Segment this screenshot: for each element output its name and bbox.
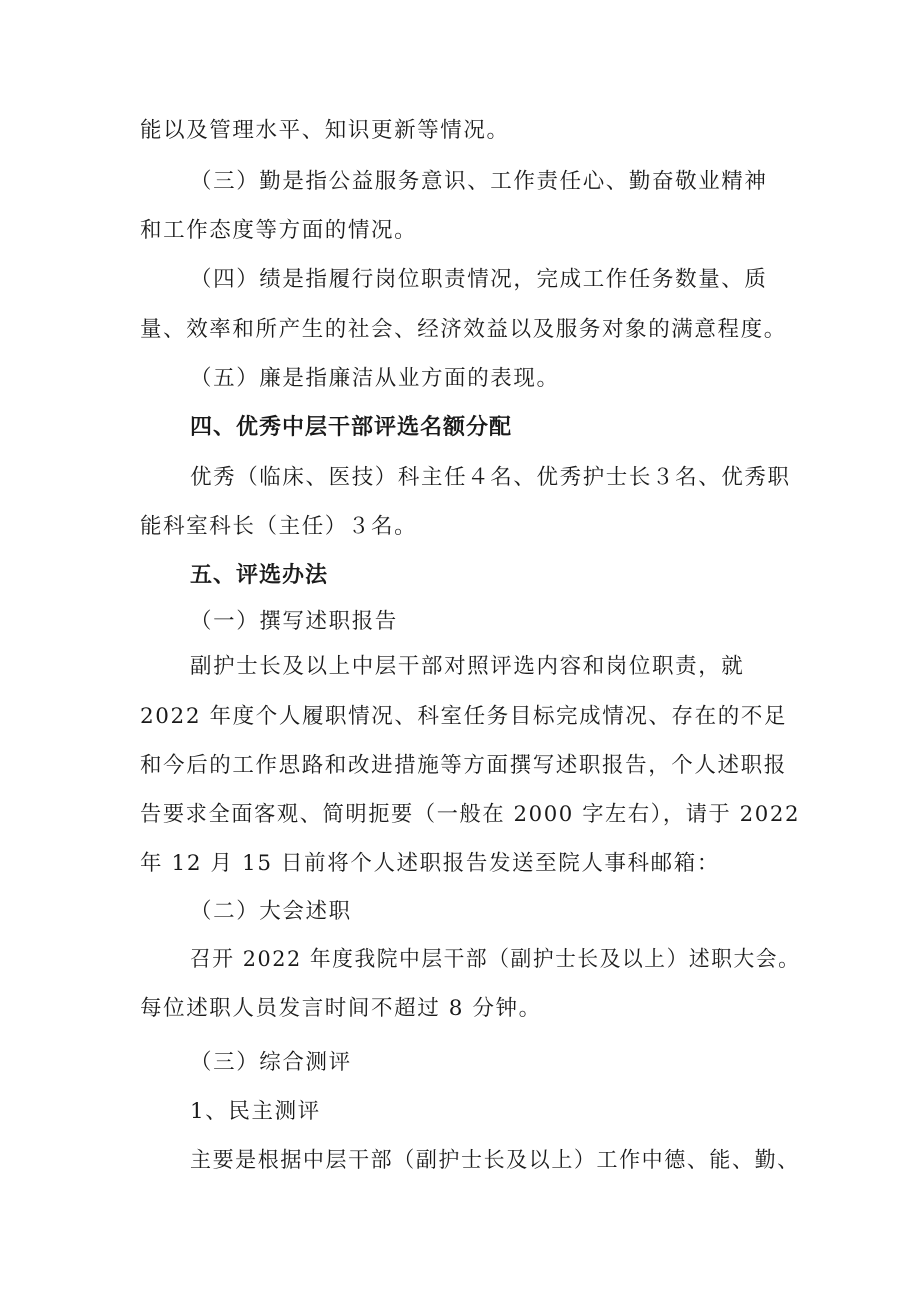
paragraph-line: 优秀（临床、医技）科主任４名、优秀护士长３名、优秀职: [190, 465, 791, 490]
section-heading: 四、优秀中层干部评选名额分配: [190, 415, 513, 440]
paragraph-line: 和工作态度等方面的情况。: [140, 218, 418, 243]
paragraph-line: 和今后的工作思路和改进措施等方面撰写述职报告，个人述职报: [140, 753, 787, 778]
subsection-heading: 1、民主测评: [190, 1099, 321, 1124]
subsection-heading: （三）综合测评: [190, 1050, 352, 1075]
paragraph-line: 每位述职人员发言时间不超过 8 分钟。: [140, 996, 542, 1021]
paragraph-line: 主要是根据中层干部（副护士长及以上）工作中德、能、勤、: [190, 1148, 800, 1173]
paragraph-line: 能科室科长（主任）３名。: [140, 514, 418, 539]
paragraph-line: 2022 年度个人履职情况、科室任务目标完成情况、存在的不足: [140, 704, 788, 729]
paragraph-line: 告要求全面客观、简明扼要（一般在 2000 字左右），请于 2022: [140, 802, 801, 827]
paragraph-line: （三）勤是指公益服务意识、工作责任心、勤奋敬业精神: [190, 169, 768, 194]
paragraph-line: （五）廉是指廉洁从业方面的表现。: [190, 366, 560, 391]
paragraph-line: 能以及管理水平、知识更新等情况。: [140, 118, 510, 143]
subsection-heading: （一）撰写述职报告: [190, 609, 398, 634]
paragraph-line: 量、效率和所产生的社会、经济效益以及服务对象的满意程度。: [140, 317, 787, 342]
paragraph-line: 副护士长及以上中层干部对照评选内容和岗位职责，就: [190, 654, 745, 679]
subsection-heading: （二）大会述职: [190, 899, 352, 924]
paragraph-line: （四）绩是指履行岗位职责情况，完成工作任务数量、质: [190, 267, 768, 292]
section-heading: 五、评选办法: [190, 563, 329, 588]
paragraph-line: 年 12 月 15 日前将个人述职报告发送至院人事科邮箱：: [140, 851, 720, 876]
paragraph-line: 召开 2022 年度我院中层干部（副护士长及以上）述职大会。: [190, 947, 801, 972]
